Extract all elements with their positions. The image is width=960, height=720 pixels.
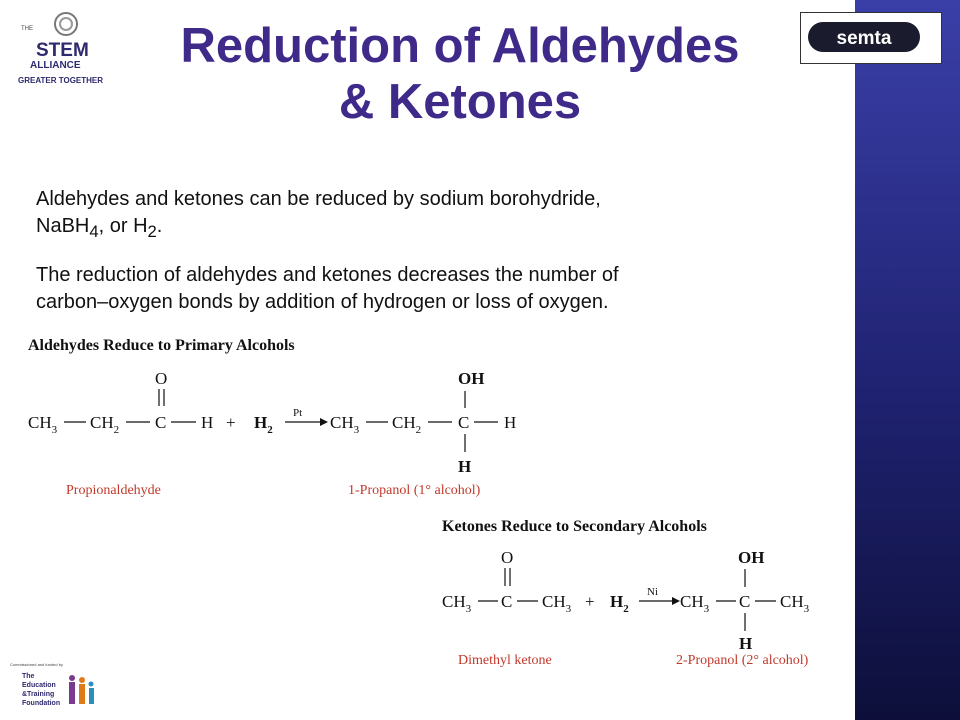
etf-foundation-text: Foundation — [22, 700, 61, 707]
reduction-line-1: The reduction of aldehydes and ketones decreases the number of — [36, 264, 619, 286]
title-line-2: & Ketones — [338, 75, 582, 129]
aldehyde-h2: $H_2$ — [254, 413, 273, 436]
ketone-ch3-right: $CH_3$ — [542, 592, 572, 615]
stem-word-text: STEM — [36, 40, 89, 61]
ketone-plus: + — [585, 592, 595, 611]
intro-period: . — [156, 215, 163, 237]
aldehyde-heading: Aldehydes Reduce to Primary Alcohols — [28, 337, 295, 354]
decorative-sidebar — [855, 0, 960, 720]
stem-swirl-icon — [55, 13, 77, 35]
isopropanol-ch3-right: $CH_3$ — [780, 592, 810, 615]
isopropanol-carbon: C — [739, 592, 751, 611]
propanol-hydrogen-right: H — [504, 413, 517, 432]
education-training-foundation-logo — [8, 660, 118, 716]
dimethyl-ketone-label: Dimethyl ketone — [458, 653, 552, 668]
propanol-hydrogen-added: H — [458, 457, 472, 476]
ketone-h2: $H_2$ — [610, 592, 629, 615]
stem-tagline-text: GREATER TOGETHER — [18, 76, 104, 85]
etf-figures-icon — [69, 675, 94, 704]
isopropanol-ch3-left: $CH_3$ — [680, 592, 710, 615]
aldehyde-reduction-figure — [28, 336, 528, 498]
ketone-reduction-figure — [440, 514, 840, 670]
reduction-paragraph — [36, 262, 836, 316]
propanol-hydroxyl: OH — [458, 369, 485, 388]
isopropanol-hydroxyl: OH — [738, 548, 765, 567]
intro-or-text: , or H — [98, 215, 148, 237]
intro-paragraph — [36, 186, 836, 245]
aldehyde-catalyst: Pt — [293, 407, 303, 419]
propionaldehyde-label: Propionaldehyde — [66, 483, 161, 498]
ketone-catalyst: Ni — [647, 586, 658, 598]
isopropanol-label: 2-Propanol (2° alcohol) — [676, 653, 809, 668]
semta-wordmark: semta — [836, 28, 892, 49]
ketone-carbon: C — [501, 592, 513, 611]
isopropanol-hydrogen-added: H — [739, 634, 753, 653]
page-title — [100, 18, 820, 130]
aldehyde-ch2: $CH_2$ — [90, 413, 120, 436]
intro-subscript-4: 4 — [89, 222, 99, 241]
semta-logo — [800, 12, 942, 64]
stem-the-text: THE — [21, 26, 33, 32]
etf-commission-text: Commissioned and funded by — [10, 662, 63, 667]
etf-training-text: &Training — [22, 691, 55, 698]
aldehyde-plus: + — [226, 413, 236, 432]
etf-the-text: The — [22, 673, 35, 680]
aldehyde-oxygen: O — [155, 369, 168, 388]
propanol-carbon: C — [458, 413, 470, 432]
intro-line-1: Aldehydes and ketones can be reduced by sodium borohydride, — [36, 188, 601, 210]
propanol-ch2: $CH_2$ — [392, 413, 422, 436]
intro-nabh-text: NaBH — [36, 215, 90, 237]
aldehyde-ch3: $CH_3$ — [28, 413, 58, 436]
aldehyde-hydrogen: H — [201, 413, 214, 432]
propanol-label: 1-Propanol (1° alcohol) — [348, 483, 481, 498]
reduction-line-2: carbon–oxygen bonds by addition of hydrogen or loss of oxygen. — [36, 291, 609, 313]
ketone-oxygen: O — [501, 548, 514, 567]
title-line-1: Reduction of Aldehydes — [180, 19, 740, 73]
stem-alliance-text: ALLIANCE — [30, 60, 81, 71]
aldehyde-carbon: C — [155, 413, 167, 432]
intro-subscript-2: 2 — [147, 222, 157, 241]
etf-education-text: Education — [22, 682, 56, 689]
ketone-heading: Ketones Reduce to Secondary Alcohols — [442, 518, 707, 535]
ketone-ch3-left: $CH_3$ — [442, 592, 472, 615]
propanol-ch3: $CH_3$ — [330, 413, 360, 436]
